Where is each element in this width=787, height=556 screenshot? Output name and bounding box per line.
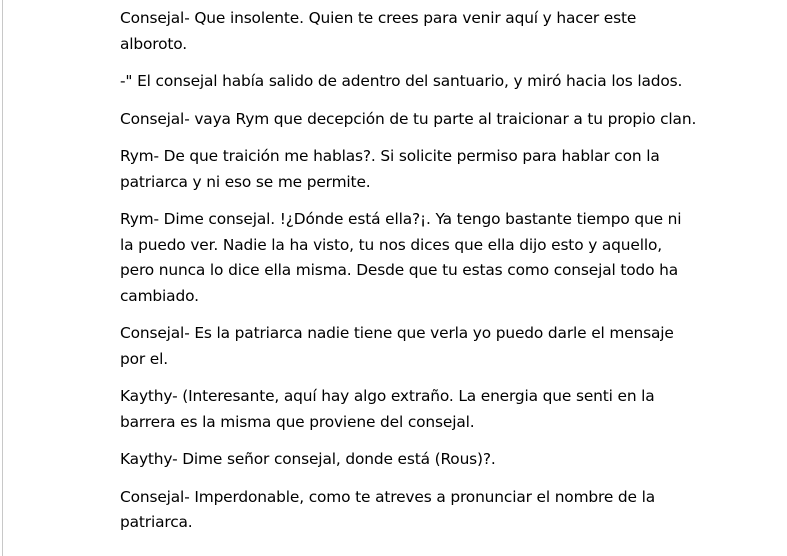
text-line: alboroto. [120,34,188,53]
text-line: Rym- De que traición me hablas?. Si solicite permiso para hablar con la [120,147,660,165]
text-line: patriarca. [120,513,193,531]
text-line: Consejal- Que insolente. Quien te crees para venir aquí y hacer este [120,9,637,27]
text-line: cambiado. [120,286,199,305]
text-line: por el. [120,349,168,368]
paragraph [120,144,770,195]
paragraph [120,321,770,372]
paragraph [120,384,770,435]
text-line: Kaythy- (Interesante, aquí hay algo extraño. La energia que senti en la [120,387,655,405]
text-line: la puedo ver. Nadie la ha visto, tu nos dices que ella dijo esto y aquello, [120,235,662,254]
text-line: barrera es la misma que proviene del consejal. [120,412,475,431]
text-line: -" El consejal había salido de adentro del santuario, y miró hacia los lados. [120,72,683,90]
paragraph [120,447,770,473]
paragraph [120,485,770,536]
paragraph [120,107,770,133]
text-line: pero nunca lo dice ella misma. Desde que tu estas como consejal todo ha [120,261,679,279]
paragraph [120,6,770,57]
text-line: patriarca y ni eso se me permite. [120,172,371,191]
paragraph [120,69,770,95]
text-line: Consejal- Es la patriarca nadie tiene que verla yo puedo darle el mensaje [120,324,674,342]
text-line: Rym- Dime consejal. !¿Dónde está ella?¡. Ya tengo bastante tiempo que ni [120,210,682,228]
text-line: Kaythy- Dime señor consejal, donde está (Rous)?. [120,450,496,468]
page-margin-line [2,0,3,556]
document-body [120,6,770,548]
paragraph [120,207,770,309]
text-line: Consejal- vaya Rym que decepción de tu parte al traicionar a tu propio clan. [120,109,697,128]
text-line: Consejal- Imperdonable, como te atreves a pronunciar el nombre de la [120,487,656,506]
